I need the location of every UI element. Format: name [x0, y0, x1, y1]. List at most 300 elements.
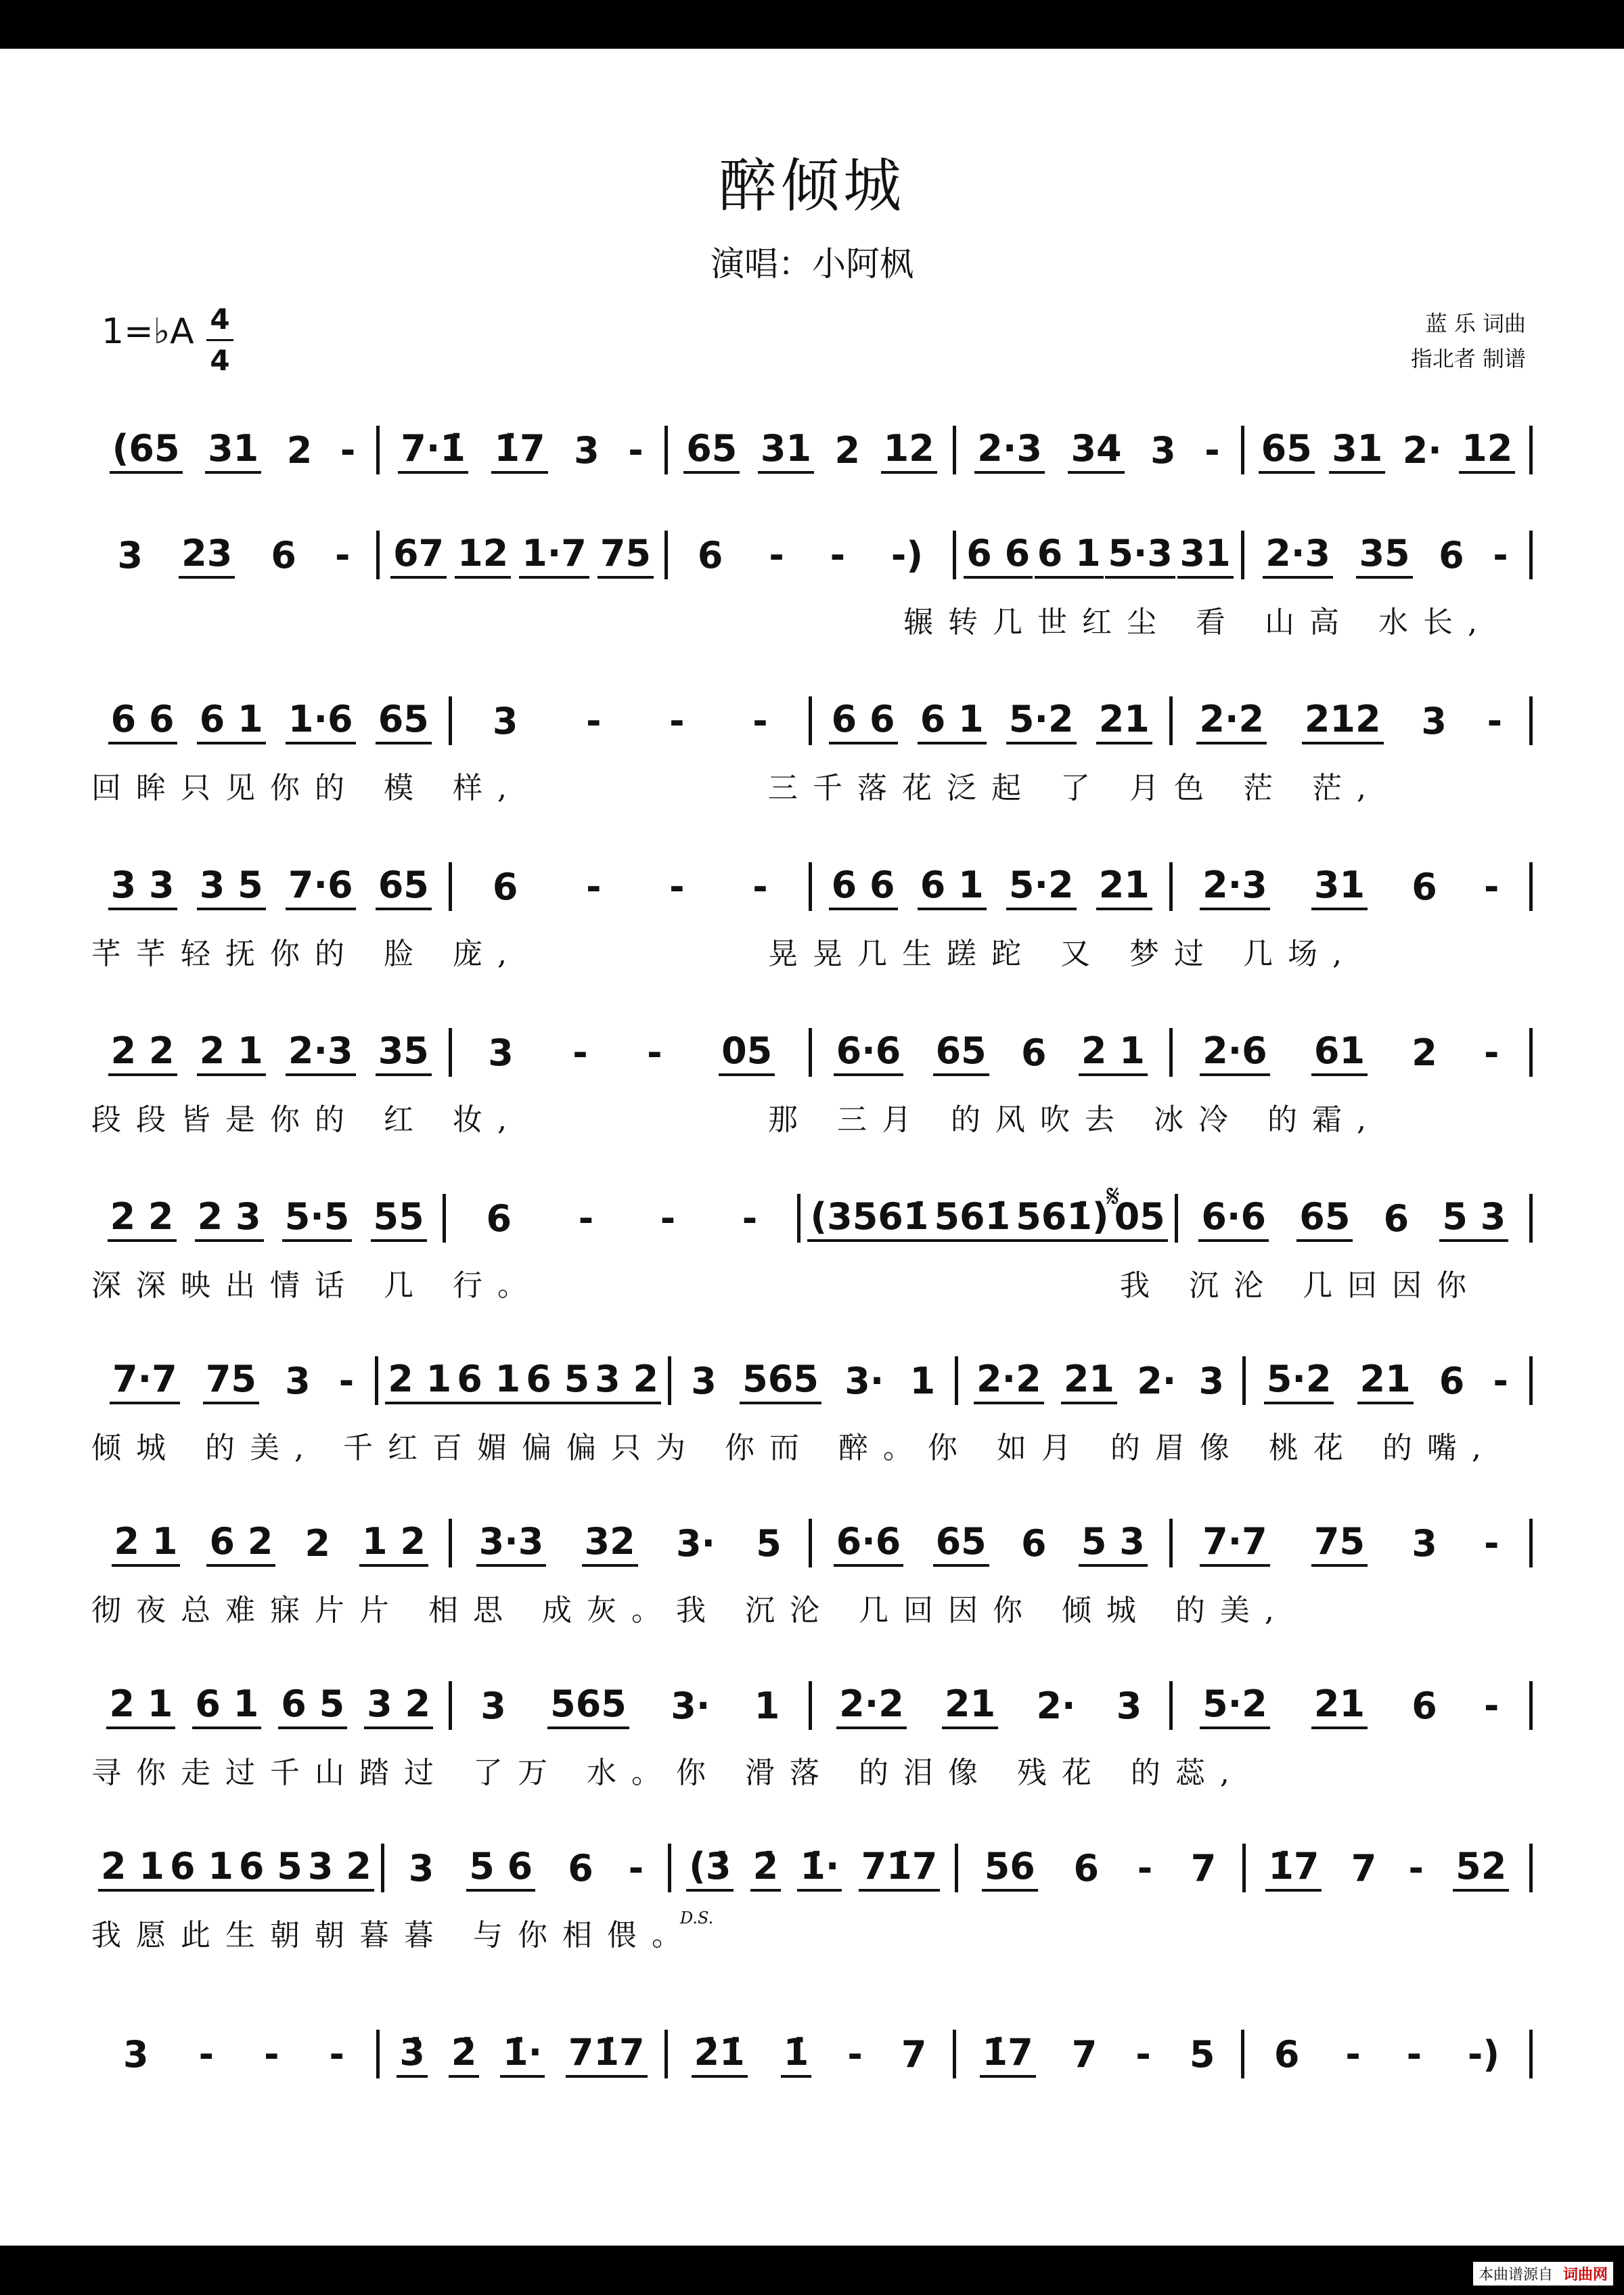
note-token: 7·7: [1200, 1520, 1270, 1567]
note-token: 2·3: [974, 427, 1045, 474]
note-token: -: [647, 1031, 662, 1074]
credits: [1411, 306, 1526, 376]
note-token: 2·2: [974, 1358, 1044, 1404]
measure: [668, 2030, 956, 2078]
score-system: [91, 1513, 1533, 1628]
note-token: 5: [756, 1521, 782, 1565]
note-token: 2·3: [1263, 532, 1333, 579]
note-token: 6: [1383, 1197, 1409, 1240]
note-token: 7: [1351, 1846, 1377, 1890]
note-token: -: [1483, 1684, 1499, 1727]
note-token: 212: [1302, 698, 1384, 744]
note-token: 2: [1412, 1031, 1437, 1074]
note-row: [91, 525, 1533, 585]
note-token: -: [198, 2032, 215, 2076]
note-token: 2̇1̇: [692, 2031, 748, 2078]
note-token: -: [1487, 699, 1503, 742]
note-token: 32: [582, 1520, 638, 1567]
note-token: 3·3: [476, 1520, 547, 1567]
note-token: 2 1: [106, 1683, 175, 1729]
measure: [384, 1844, 671, 1892]
note-token: -: [1406, 2032, 1422, 2076]
measure: [671, 1844, 958, 1892]
note-token: -: [752, 699, 768, 742]
lyrics-row: [91, 1586, 1533, 1626]
measure: [956, 2030, 1244, 2078]
note-token: 61: [1311, 1029, 1368, 1076]
note-token: 6: [1021, 1521, 1047, 1565]
note-token: -: [669, 699, 685, 742]
note-token: 1̇7: [980, 2031, 1036, 2078]
note-token: -: [264, 2032, 279, 2076]
lyric-line: 回眸只见你的 模 样,: [91, 771, 522, 805]
note-token: 6: [1412, 865, 1437, 908]
footer-note: 本曲谱源自: [1478, 2267, 1553, 2283]
note-token: 561̇): [1013, 1195, 1111, 1242]
measure: [91, 1681, 452, 1730]
note-token: 3: [285, 1359, 311, 1402]
note-token: 6: [697, 533, 723, 577]
note-row: [91, 690, 1533, 751]
measure: [668, 426, 956, 474]
note-token: 6: [568, 1846, 593, 1890]
note-row: [91, 2024, 1533, 2085]
note-token: 65: [933, 1520, 989, 1567]
note-token: 75: [203, 1358, 259, 1404]
measure: [91, 2030, 380, 2078]
note-token: -: [1408, 1846, 1424, 1890]
note-token: 2 1: [1079, 1029, 1148, 1076]
note-token: 6·6: [834, 1520, 904, 1567]
note-token: 3: [1421, 699, 1447, 742]
note-token: 2·2: [1196, 698, 1267, 744]
lyrics-row: [91, 1261, 1533, 1301]
measure: [1173, 696, 1533, 745]
measure: [958, 1844, 1245, 1892]
measure: [452, 862, 813, 911]
note-token: 1: [909, 1359, 936, 1402]
time-sig-top: 4: [210, 303, 230, 336]
footer-watermark: [1473, 2262, 1613, 2286]
note-token: 7·6: [286, 864, 356, 910]
note-token: 55: [371, 1195, 427, 1242]
note-token: 3 3: [108, 864, 177, 910]
note-token: 6: [1439, 533, 1464, 577]
lyrics-row: [91, 598, 1533, 638]
note-token: 71̇7: [859, 1845, 941, 1892]
measure: [812, 696, 1173, 745]
note-token: 05: [1112, 1195, 1168, 1242]
lyric-line: 深深映出情话 几 行。: [91, 1268, 542, 1303]
note-token: 2 2: [108, 1195, 177, 1242]
measure: [956, 426, 1244, 474]
note-token: -: [1493, 1359, 1508, 1402]
note-token: -: [660, 1197, 676, 1240]
note-token: 6 1: [918, 864, 987, 910]
note-token: -: [769, 533, 784, 577]
note-token: 3: [488, 1031, 514, 1074]
note-token: 2·3: [1200, 864, 1270, 910]
lyrics-row: [91, 1423, 1533, 1464]
note-token: 71̇7: [566, 2031, 648, 2078]
note-token: 6 6: [829, 698, 898, 744]
note-token: 5·2: [1006, 698, 1077, 744]
note-token: 65: [683, 427, 740, 474]
note-token: 5·5: [282, 1195, 353, 1242]
note-token: 6·6: [834, 1029, 904, 1076]
note-token: 6: [1021, 1031, 1047, 1074]
score-system: [91, 525, 1533, 640]
measure: [800, 1194, 1177, 1243]
lyrics-row: [91, 929, 1533, 970]
note-token: 1̇·: [797, 1845, 842, 1892]
note-token: 1̇·: [500, 2031, 545, 2078]
note-token: -: [340, 428, 356, 472]
note-token: 3: [1116, 1684, 1142, 1727]
segno-mark: 𝄋: [1106, 1178, 1120, 1214]
lyric-line: 辗转几世红尘 看 山高 水长,: [903, 605, 1492, 640]
note-token: 3: [574, 428, 600, 472]
page-title: 醉倾城: [719, 152, 905, 220]
note-token: 3·: [675, 1521, 716, 1565]
note-token: -: [586, 865, 602, 908]
measure: [1246, 1844, 1533, 1892]
note-token: 2: [304, 1521, 331, 1565]
note-token: 7: [1190, 1846, 1217, 1890]
note-token: 565: [740, 1358, 821, 1404]
note-token: -: [1345, 2032, 1361, 2076]
note-token: 31: [1311, 864, 1368, 910]
lyric-line: 晃晃几生蹉跎 又 梦过 几场,: [768, 937, 1357, 971]
lyric-line: 寻你走过千山踏过 了万 水。你 滑落 的泪像 残花 的蕊,: [91, 1756, 1244, 1790]
note-token: 3: [1150, 428, 1176, 472]
note-token: -: [1483, 1521, 1499, 1565]
note-token: 6 6: [964, 532, 1033, 579]
lyrics-row: [91, 1095, 1533, 1136]
note-token: 21: [1096, 698, 1152, 744]
note-token: 2: [834, 428, 861, 472]
note-token: -: [329, 2032, 344, 2076]
note-token: 12: [1459, 427, 1515, 474]
note-token: -: [578, 1197, 594, 1240]
measure: [812, 1519, 1173, 1567]
score-system: [91, 856, 1533, 971]
note-token: 21: [1357, 1358, 1414, 1404]
note-token: (3̇: [686, 1845, 734, 1892]
note-token: -: [628, 428, 644, 472]
note-token: 3: [123, 2032, 149, 2076]
note-token: 35: [376, 1029, 432, 1076]
note-token: -: [752, 865, 768, 908]
note-token: 3: [480, 1684, 506, 1727]
note-token: 21: [1096, 864, 1152, 910]
note-token: -: [572, 1031, 588, 1074]
measure: [91, 531, 380, 579]
note-token: 3̇: [397, 2031, 428, 2078]
note-token: -: [1483, 1031, 1499, 1074]
note-token: 1: [754, 1684, 780, 1727]
note-token: -): [1467, 2032, 1500, 2076]
note-token: 34: [1068, 427, 1124, 474]
note-token: 3·: [844, 1359, 884, 1402]
note-token: 6 1: [918, 698, 987, 744]
note-token: 6: [1439, 1359, 1465, 1402]
measure: [91, 426, 380, 474]
singer-line: 演唱：小阿枫: [710, 244, 914, 284]
measure: [380, 531, 668, 579]
note-token: 6 1: [167, 1845, 236, 1892]
note-token: 1̇7: [491, 427, 547, 474]
bottom-border: [0, 2246, 1624, 2295]
credit-arranger: 指北者 制谱: [1410, 346, 1526, 372]
note-token: 1·7: [519, 532, 589, 579]
measure: [91, 1844, 384, 1892]
note-token: 561̇: [931, 1195, 1013, 1242]
measure: [1244, 531, 1533, 579]
note-token: 2 1: [112, 1520, 181, 1567]
note-token: 6 5: [523, 1358, 592, 1404]
note-token: 2 3: [195, 1195, 264, 1242]
note-token: -: [1137, 1846, 1153, 1890]
note-token: 3: [408, 1846, 434, 1890]
note-token: 3: [691, 1359, 717, 1402]
score-system: [91, 1350, 1533, 1465]
score-system: [91, 420, 1533, 481]
note-token: 1·6: [286, 698, 356, 744]
note-token: (3561̇: [807, 1195, 931, 1242]
lyrics-row: [91, 1911, 1533, 1951]
note-token: 5 3: [1439, 1195, 1508, 1242]
note-token: 31: [1177, 532, 1234, 579]
note-token: 21: [942, 1683, 998, 1729]
note-token: 2·3: [286, 1029, 356, 1076]
note-token: -: [1204, 428, 1220, 472]
note-row: [91, 1188, 1533, 1249]
lyric-line: 我愿此生朝朝暮暮 与你相偎。: [91, 1918, 696, 1953]
note-token: 3 2: [592, 1358, 661, 1404]
note-token: 7: [1071, 2032, 1098, 2076]
note-token: 23: [179, 532, 235, 579]
score-system: [91, 1022, 1533, 1137]
note-token: 12: [881, 427, 937, 474]
note-token: 6 6: [829, 864, 898, 910]
note-token: 05: [719, 1029, 775, 1076]
note-token: 75: [1311, 1520, 1368, 1567]
note-token: 3 5: [197, 864, 266, 910]
measure: [452, 1681, 813, 1730]
measure: [668, 531, 956, 579]
note-token: -: [830, 533, 846, 577]
measure: [91, 862, 452, 911]
note-token: 565: [547, 1683, 629, 1729]
measure: [956, 531, 1244, 579]
note-token: 6·6: [1198, 1195, 1269, 1242]
note-token: 2·: [1402, 428, 1442, 472]
note-token: 5 6: [466, 1845, 535, 1892]
note-token: 2·: [1137, 1359, 1177, 1402]
measure: [452, 1519, 813, 1567]
note-token: 2 1: [98, 1845, 167, 1892]
measure: [812, 1681, 1173, 1730]
note-token: 31: [1329, 427, 1385, 474]
note-token: 6: [492, 865, 518, 908]
measure: [1173, 1519, 1533, 1567]
measure: [1173, 1681, 1533, 1730]
lyric-line: 那 三月 的风吹去 冰冷 的霜,: [768, 1102, 1381, 1137]
measure: [1173, 1028, 1533, 1077]
time-sig-bottom: 4: [210, 344, 230, 377]
note-token: 2 1: [385, 1358, 454, 1404]
note-token: 2·: [1036, 1684, 1076, 1727]
note-token: 6: [271, 533, 296, 577]
note-token: 6: [1273, 2032, 1300, 2076]
note-token: 56: [982, 1845, 1038, 1892]
note-token: -: [338, 1359, 355, 1402]
note-token: 3: [1412, 1521, 1437, 1565]
measure: [1244, 2030, 1533, 2078]
note-token: 6 1: [192, 1683, 261, 1729]
note-token: 1̇7: [1265, 1845, 1322, 1892]
note-token: 3: [1198, 1359, 1225, 1402]
note-token: -: [586, 699, 602, 742]
measure: [380, 2030, 668, 2078]
note-token: 6 1: [454, 1358, 523, 1404]
note-token: 6 1: [197, 698, 266, 744]
note-token: -: [669, 865, 685, 908]
measure: [452, 696, 813, 745]
lyric-line: 三千落花泛起 了 月色 茫 茫,: [768, 771, 1381, 805]
note-token: -): [890, 533, 924, 577]
measure: [1178, 1194, 1533, 1243]
note-row: [91, 1837, 1533, 1898]
note-token: 5·2: [1264, 1358, 1334, 1404]
note-token: (65: [110, 427, 183, 474]
note-token: 65: [1296, 1195, 1353, 1242]
note-token: 5 3: [1079, 1520, 1148, 1567]
note-token: 31: [758, 427, 814, 474]
note-token: 5: [1189, 2032, 1215, 2076]
note-token: 5·3: [1105, 532, 1175, 579]
lyric-line: 段段皆是你的 红 妆,: [91, 1102, 522, 1137]
note-token: 6 5: [236, 1845, 305, 1892]
score-system: [91, 2024, 1533, 2085]
note-token: 3 2: [305, 1845, 374, 1892]
ds-mark: D.S.: [680, 1909, 714, 1928]
note-row: [91, 420, 1533, 481]
note-token: 6 6: [108, 698, 177, 744]
note-token: -: [335, 533, 351, 577]
note-token: 75: [597, 532, 654, 579]
measure: [91, 1194, 446, 1243]
footer-brand: 词曲网: [1562, 2267, 1608, 2283]
note-token: 7·1̇: [398, 427, 468, 474]
note-token: 6 1: [1035, 532, 1104, 579]
measure: [671, 1356, 958, 1405]
note-token: 1̇: [781, 2031, 812, 2078]
note-token: 2̇: [750, 1845, 782, 1892]
note-token: -: [1483, 865, 1499, 908]
measure: [1246, 1356, 1533, 1405]
note-token: 2 2: [108, 1029, 177, 1076]
note-token: 7·7: [110, 1358, 180, 1404]
measure: [91, 1028, 452, 1077]
note-token: -: [847, 2032, 863, 2076]
credit-lyricist-composer: 蓝 乐 词曲: [1425, 311, 1526, 336]
score-system: [91, 1675, 1533, 1790]
note-token: 65: [1259, 427, 1315, 474]
note-token: 3 2: [364, 1683, 433, 1729]
lyric-line: 我 沉沦 几回因你: [1120, 1268, 1481, 1303]
note-row: [91, 1513, 1533, 1574]
lyric-line: 倾城 的美, 千红百媚偏偏只为 你而 醉。你 如月 的眉像 桃花 的嘴,: [91, 1431, 1496, 1465]
note-token: 35: [1356, 532, 1412, 579]
note-token: 7: [901, 2032, 927, 2076]
note-token: 6 2: [206, 1520, 275, 1567]
note-token: 6: [486, 1197, 512, 1240]
note-token: 2̇: [449, 2031, 480, 2078]
note-token: 2·6: [1200, 1029, 1270, 1076]
measure: [91, 1519, 452, 1567]
score-system: [91, 1188, 1533, 1303]
time-signature: [206, 301, 233, 379]
note-token: 5·2: [1006, 864, 1077, 910]
lyrics-row: [91, 763, 1533, 804]
note-token: -: [1135, 2032, 1151, 2076]
note-token: 67: [390, 532, 447, 579]
lyrics-row: [91, 1748, 1533, 1789]
note-token: 5·2: [1200, 1683, 1270, 1729]
note-token: 2 1: [197, 1029, 266, 1076]
note-token: 1 2: [359, 1520, 428, 1567]
measure: [1173, 862, 1533, 911]
note-token: 2: [286, 428, 313, 472]
note-token: 65: [933, 1029, 989, 1076]
note-token: -: [628, 1846, 644, 1890]
score-system: [91, 690, 1533, 805]
note-token: 2·2: [836, 1683, 907, 1729]
note-row: [91, 1022, 1533, 1083]
lyric-line: 芊芊轻抚你的 脸 庞,: [91, 937, 522, 971]
measure: [1244, 426, 1533, 474]
note-token: 3: [492, 699, 518, 742]
note-token: 65: [376, 864, 432, 910]
note-row: [91, 1675, 1533, 1736]
note-token: 3·: [671, 1684, 710, 1727]
note-token: 6: [1412, 1684, 1437, 1727]
measure: [91, 1356, 378, 1405]
note-token: 12: [455, 532, 511, 579]
measure: [812, 1028, 1173, 1077]
measure: [452, 1028, 813, 1077]
note-row: [91, 856, 1533, 917]
note-token: 6 5: [278, 1683, 347, 1729]
note-token: 6: [1073, 1846, 1100, 1890]
measure: [378, 1356, 671, 1405]
measure: [446, 1194, 800, 1243]
note-row: [91, 1350, 1533, 1411]
note-token: 21: [1311, 1683, 1368, 1729]
measure: [812, 862, 1173, 911]
measure: [91, 696, 452, 745]
lyric-line: 彻夜总难寐片片 相思 成灰。我 沉沦 几回因你 倾城 的美,: [91, 1593, 1289, 1628]
measure: [380, 426, 668, 474]
note-token: 3: [117, 533, 143, 577]
note-token: 31: [205, 427, 261, 474]
key-signature: 1=♭A: [102, 311, 194, 352]
top-border: [0, 0, 1624, 49]
note-token: 52: [1453, 1845, 1509, 1892]
note-token: -: [1493, 533, 1508, 577]
